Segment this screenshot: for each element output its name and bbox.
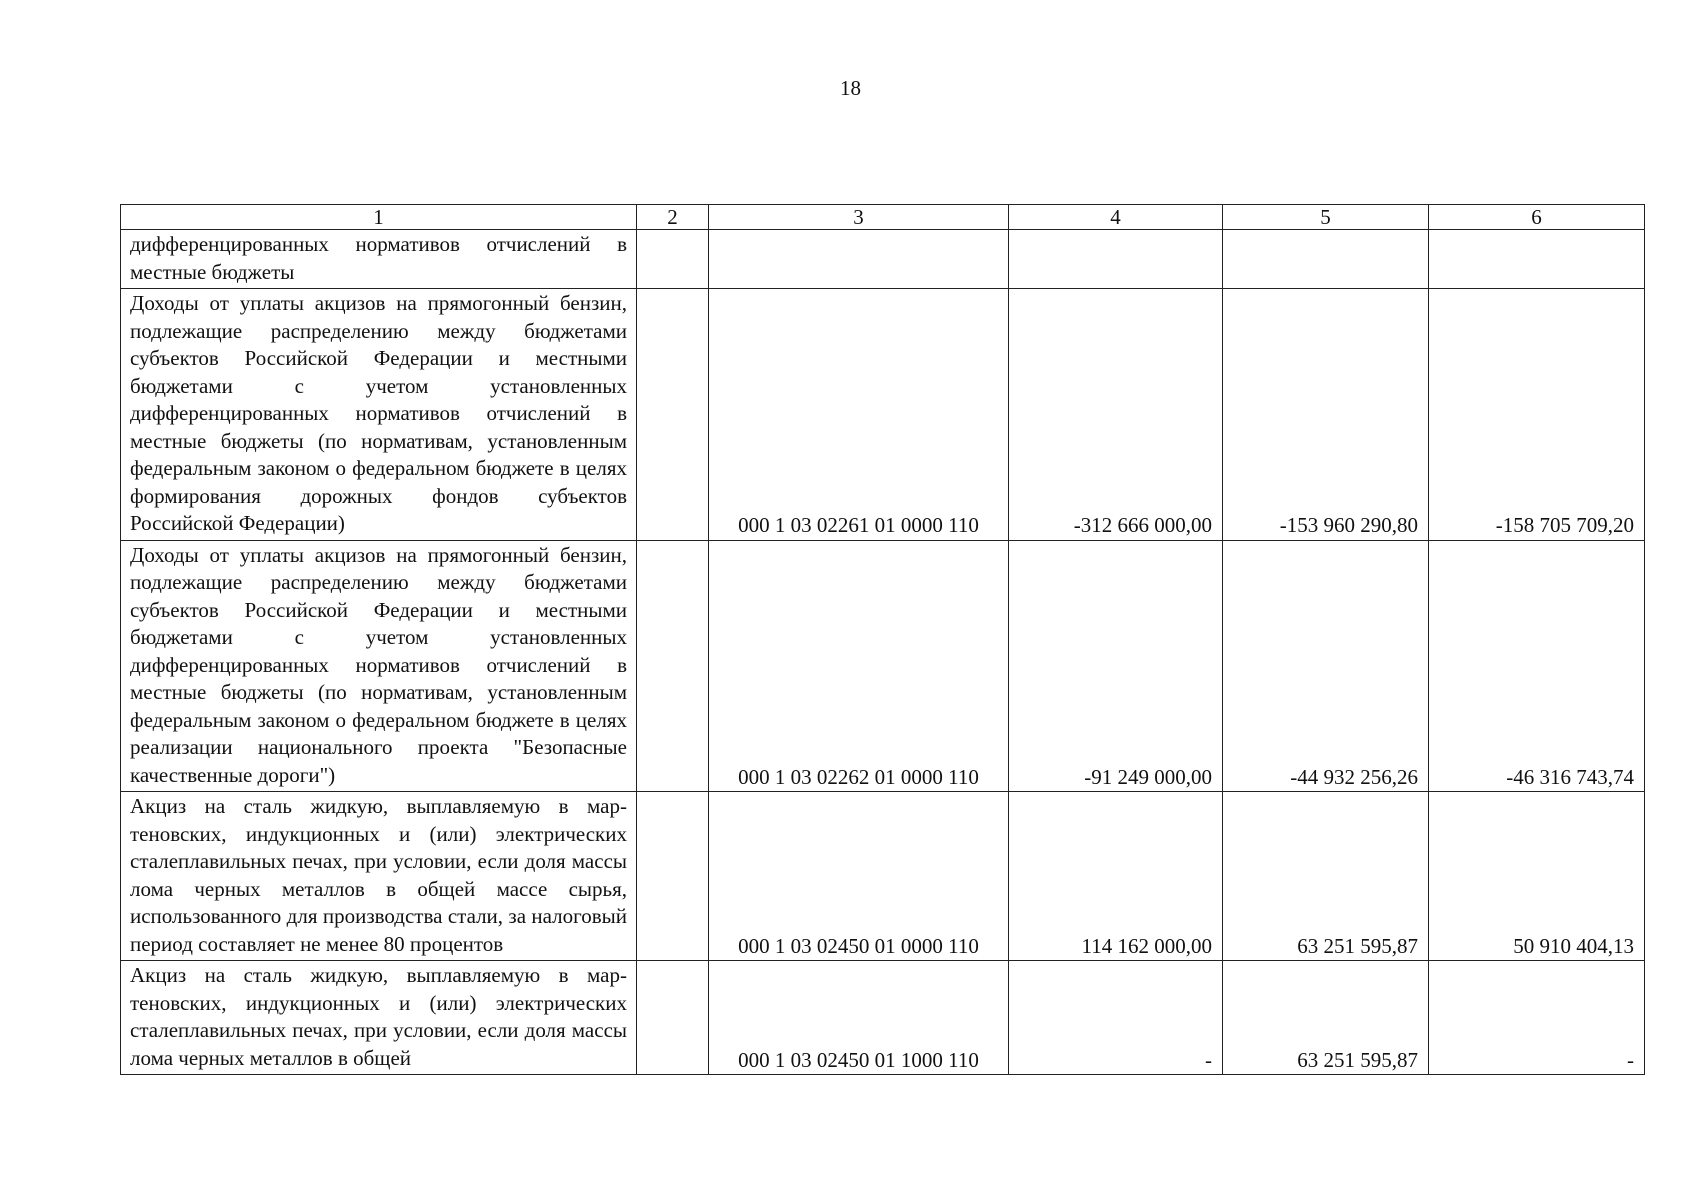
column-header-6: 6: [1429, 205, 1645, 230]
row-budget-code: 000 1 03 02450 01 0000 110: [709, 792, 1009, 961]
table-row: [121, 540, 1645, 792]
row-column-2: [637, 961, 709, 1075]
row-column-6-value: [1429, 230, 1645, 289]
row-description: Доходы от уплаты акцизов на прямогонный бензин, подлежащие распределению между бюджетами субъектов Российской Федерации и местными бюджетами с учетом установленных дифференцированных нормативов отчислений в местные бюджеты (по нормативам, установленным федеральным законом о федеральном бюджете в целях формирования дорожных фондов субъектов Российской Федерации): [121, 289, 637, 541]
row-column-5-value: -44 932 256,26: [1223, 540, 1429, 792]
row-column-2: [637, 230, 709, 289]
table-row: [121, 961, 1645, 1075]
row-column-6-value: -: [1429, 961, 1645, 1075]
row-description: Акциз на сталь жидкую, выплавляемую в мартеновских, индукционных и (или) электрических сталеплавильных печах, при условии, если доля массы лома черных металлов в общей массе сырья, использованного для производства стали, за налоговый период составляет не менее 80 процентов: [121, 792, 637, 961]
column-header-1: 1: [121, 205, 637, 230]
row-column-5-value: 63 251 595,87: [1223, 961, 1429, 1075]
row-budget-code: 000 1 03 02262 01 0000 110: [709, 540, 1009, 792]
budget-table: [120, 204, 1645, 1075]
page-number: 18: [840, 76, 861, 100]
row-column-2: [637, 792, 709, 961]
row-column-6-value: -158 705 709,20: [1429, 289, 1645, 541]
row-budget-code: 000 1 03 02450 01 1000 110: [709, 961, 1009, 1075]
row-column-4-value: -91 249 000,00: [1009, 540, 1223, 792]
row-column-4-value: -312 666 000,00: [1009, 289, 1223, 541]
row-column-5-value: 63 251 595,87: [1223, 792, 1429, 961]
row-column-4-value: [1009, 230, 1223, 289]
column-header-2: 2: [637, 205, 709, 230]
table-row: [121, 289, 1645, 541]
row-column-6-value: 50 910 404,13: [1429, 792, 1645, 961]
row-column-2: [637, 289, 709, 541]
row-column-6-value: -46 316 743,74: [1429, 540, 1645, 792]
header-row: [121, 205, 1645, 230]
row-column-2: [637, 540, 709, 792]
row-column-4-value: 114 162 000,00: [1009, 792, 1223, 961]
row-column-5-value: [1223, 230, 1429, 289]
row-description: Доходы от уплаты акцизов на прямогонный бензин, подлежащие распределению между бюджетами субъектов Российской Федерации и местными бюджетами с учетом установленных дифференцированных нормативов отчислений в местные бюджеты (по нормативам, установленным федеральным законом о федеральном бюджете в целях реализации национального проекта "Безопасные качественные дороги"): [121, 540, 637, 792]
row-budget-code: [709, 230, 1009, 289]
row-budget-code: 000 1 03 02261 01 0000 110: [709, 289, 1009, 541]
table-row: [121, 230, 1645, 289]
row-column-5-value: -153 960 290,80: [1223, 289, 1429, 541]
table-row: [121, 792, 1645, 961]
row-column-4-value: -: [1009, 961, 1223, 1075]
column-header-3: 3: [709, 205, 1009, 230]
column-header-4: 4: [1009, 205, 1223, 230]
column-header-5: 5: [1223, 205, 1429, 230]
row-description: дифференцированных нормативов отчислений в местные бюджеты: [121, 230, 637, 289]
row-description: Акциз на сталь жидкую, выплавляемую в мартеновских, индукционных и (или) электрических сталеплавильных печах, при условии, если доля массы лома черных металлов в общей: [121, 961, 637, 1075]
